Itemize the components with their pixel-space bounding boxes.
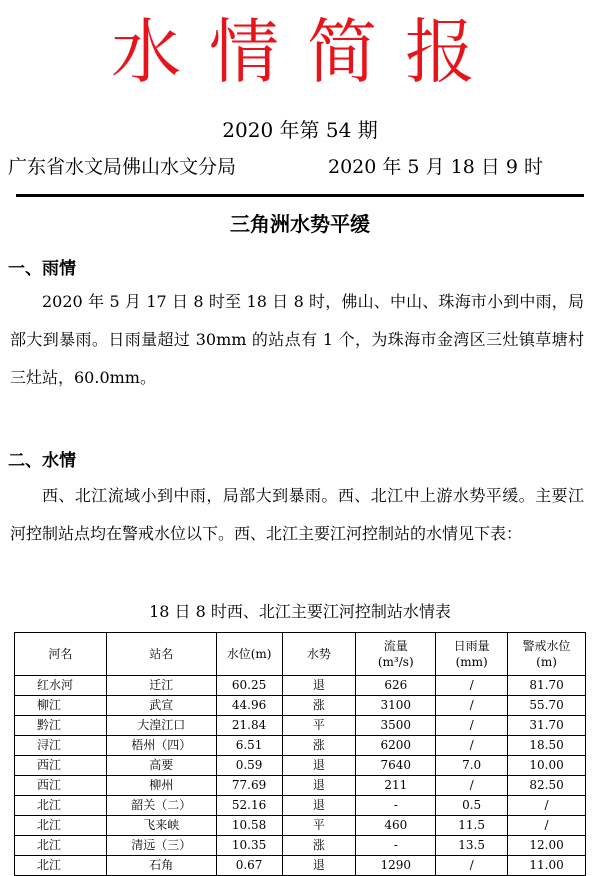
table-row (15, 816, 586, 836)
cell-rain: / (436, 716, 508, 736)
issuing-agency: 广东省水文局佛山水文分局 (8, 156, 237, 178)
cell-level: 10.35 (216, 836, 282, 856)
col-header-station: 站名 (106, 633, 216, 676)
cell-station: 柳州 (106, 776, 216, 796)
cell-warning-level: 81.70 (508, 676, 586, 696)
cell-trend: 平 (282, 716, 356, 736)
headline: 三角洲水势平缓 (230, 212, 370, 236)
col-header-trend: 水势 (282, 633, 356, 676)
cell-trend: 退 (282, 856, 356, 876)
cell-flow: 211 (356, 776, 436, 796)
cell-rain: 0.5 (436, 796, 508, 816)
cell-level: 6.51 (216, 736, 282, 756)
cell-station: 武宣 (106, 696, 216, 716)
cell-rain: / (436, 676, 508, 696)
cell-warning-level: 18.50 (508, 736, 586, 756)
cell-river: 北江 (15, 836, 107, 856)
cell-rain: / (436, 696, 508, 716)
cell-level: 10.58 (216, 816, 282, 836)
cell-trend: 涨 (282, 696, 356, 716)
issue-number: 2020 年第 54 期 (222, 118, 378, 142)
table-row (15, 696, 586, 716)
table-header-row (15, 633, 586, 676)
bulletin-title: 水情简报 (111, 11, 503, 93)
table-row (15, 796, 586, 816)
cell-level: 60.25 (216, 676, 282, 696)
cell-warning-level: 10.00 (508, 756, 586, 776)
cell-trend: 退 (282, 676, 356, 696)
cell-station: 大湟江口 (106, 716, 216, 736)
cell-rain: / (436, 776, 508, 796)
cell-river: 红水河 (15, 676, 107, 696)
water-level-table (14, 632, 586, 876)
cell-trend: 涨 (282, 736, 356, 756)
cell-river: 北江 (15, 796, 107, 816)
cell-level: 52.16 (216, 796, 282, 816)
cell-warning-level: 82.50 (508, 776, 586, 796)
col-header-rain: 日雨量 (mm) (436, 633, 508, 676)
cell-warning-level: 55.70 (508, 696, 586, 716)
cell-river: 北江 (15, 816, 107, 836)
cell-river: 柳江 (15, 696, 107, 716)
table-caption: 18 日 8 时西、北江主要江河控制站水情表 (149, 602, 451, 621)
table-row (15, 716, 586, 736)
cell-trend: 平 (282, 816, 356, 836)
table-row (15, 756, 586, 776)
cell-level: 21.84 (216, 716, 282, 736)
cell-flow: - (356, 836, 436, 856)
cell-station: 飞来峡 (106, 816, 216, 836)
table-row (15, 776, 586, 796)
cell-warning-level: 11.00 (508, 856, 586, 876)
cell-rain: 7.0 (436, 756, 508, 776)
cell-level: 0.67 (216, 856, 282, 876)
col-header-level: 水位(m) (216, 633, 282, 676)
cell-station: 梧州（四） (106, 736, 216, 756)
cell-rain: 11.5 (436, 816, 508, 836)
cell-river: 西江 (15, 776, 107, 796)
cell-rain: 13.5 (436, 836, 508, 856)
table-row (15, 836, 586, 856)
water-section-heading: 二、水情 (8, 451, 76, 471)
cell-level: 0.59 (216, 756, 282, 776)
cell-river: 北江 (15, 856, 107, 876)
cell-flow: 3100 (356, 696, 436, 716)
rain-section-text: 2020 年 5 月 17 日 8 时至 18 日 8 时，佛山、中山、珠海市小到中雨，局部大到暴雨。日雨量超过 30mm 的站点有 1 个，为珠海市金湾区三灶镇草塘村三灶站，60.0mm。 (10, 292, 584, 387)
table-row (15, 676, 586, 696)
cell-station: 高要 (106, 756, 216, 776)
cell-trend: 退 (282, 796, 356, 816)
table-row (15, 856, 586, 876)
cell-rain: / (436, 736, 508, 756)
water-section-text: 西、北江流域小到中雨，局部大到暴雨。西、北江中上游水势平缓。主要江河控制站点均在警戒水位以下。西、北江主要江河控制站的水情见下表： (10, 486, 584, 543)
issue-datetime: 2020 年 5 月 18 日 9 时 (328, 156, 543, 178)
cell-level: 77.69 (216, 776, 282, 796)
cell-rain: / (436, 856, 508, 876)
cell-trend: 涨 (282, 836, 356, 856)
cell-river: 浔江 (15, 736, 107, 756)
cell-flow: 7640 (356, 756, 436, 776)
cell-warning-level: / (508, 796, 586, 816)
cell-warning-level: / (508, 816, 586, 836)
cell-warning-level: 12.00 (508, 836, 586, 856)
cell-trend: 退 (282, 756, 356, 776)
cell-flow: 626 (356, 676, 436, 696)
table-row (15, 736, 586, 756)
cell-station: 石角 (106, 856, 216, 876)
cell-warning-level: 31.70 (508, 716, 586, 736)
cell-river: 西江 (15, 756, 107, 776)
cell-flow: - (356, 796, 436, 816)
col-header-warning-level: 警戒水位 (m) (508, 633, 586, 676)
cell-flow: 1290 (356, 856, 436, 876)
cell-level: 44.96 (216, 696, 282, 716)
cell-flow: 6200 (356, 736, 436, 756)
cell-river: 黔江 (15, 716, 107, 736)
rain-section-heading: 一、雨情 (8, 259, 76, 279)
col-header-river: 河名 (15, 633, 107, 676)
cell-station: 迁江 (106, 676, 216, 696)
cell-flow: 3500 (356, 716, 436, 736)
cell-station: 清远（三） (106, 836, 216, 856)
col-header-flow: 流量 (m³/s) (356, 633, 436, 676)
header-divider (16, 194, 584, 197)
cell-trend: 退 (282, 776, 356, 796)
cell-station: 韶关（二） (106, 796, 216, 816)
cell-flow: 460 (356, 816, 436, 836)
